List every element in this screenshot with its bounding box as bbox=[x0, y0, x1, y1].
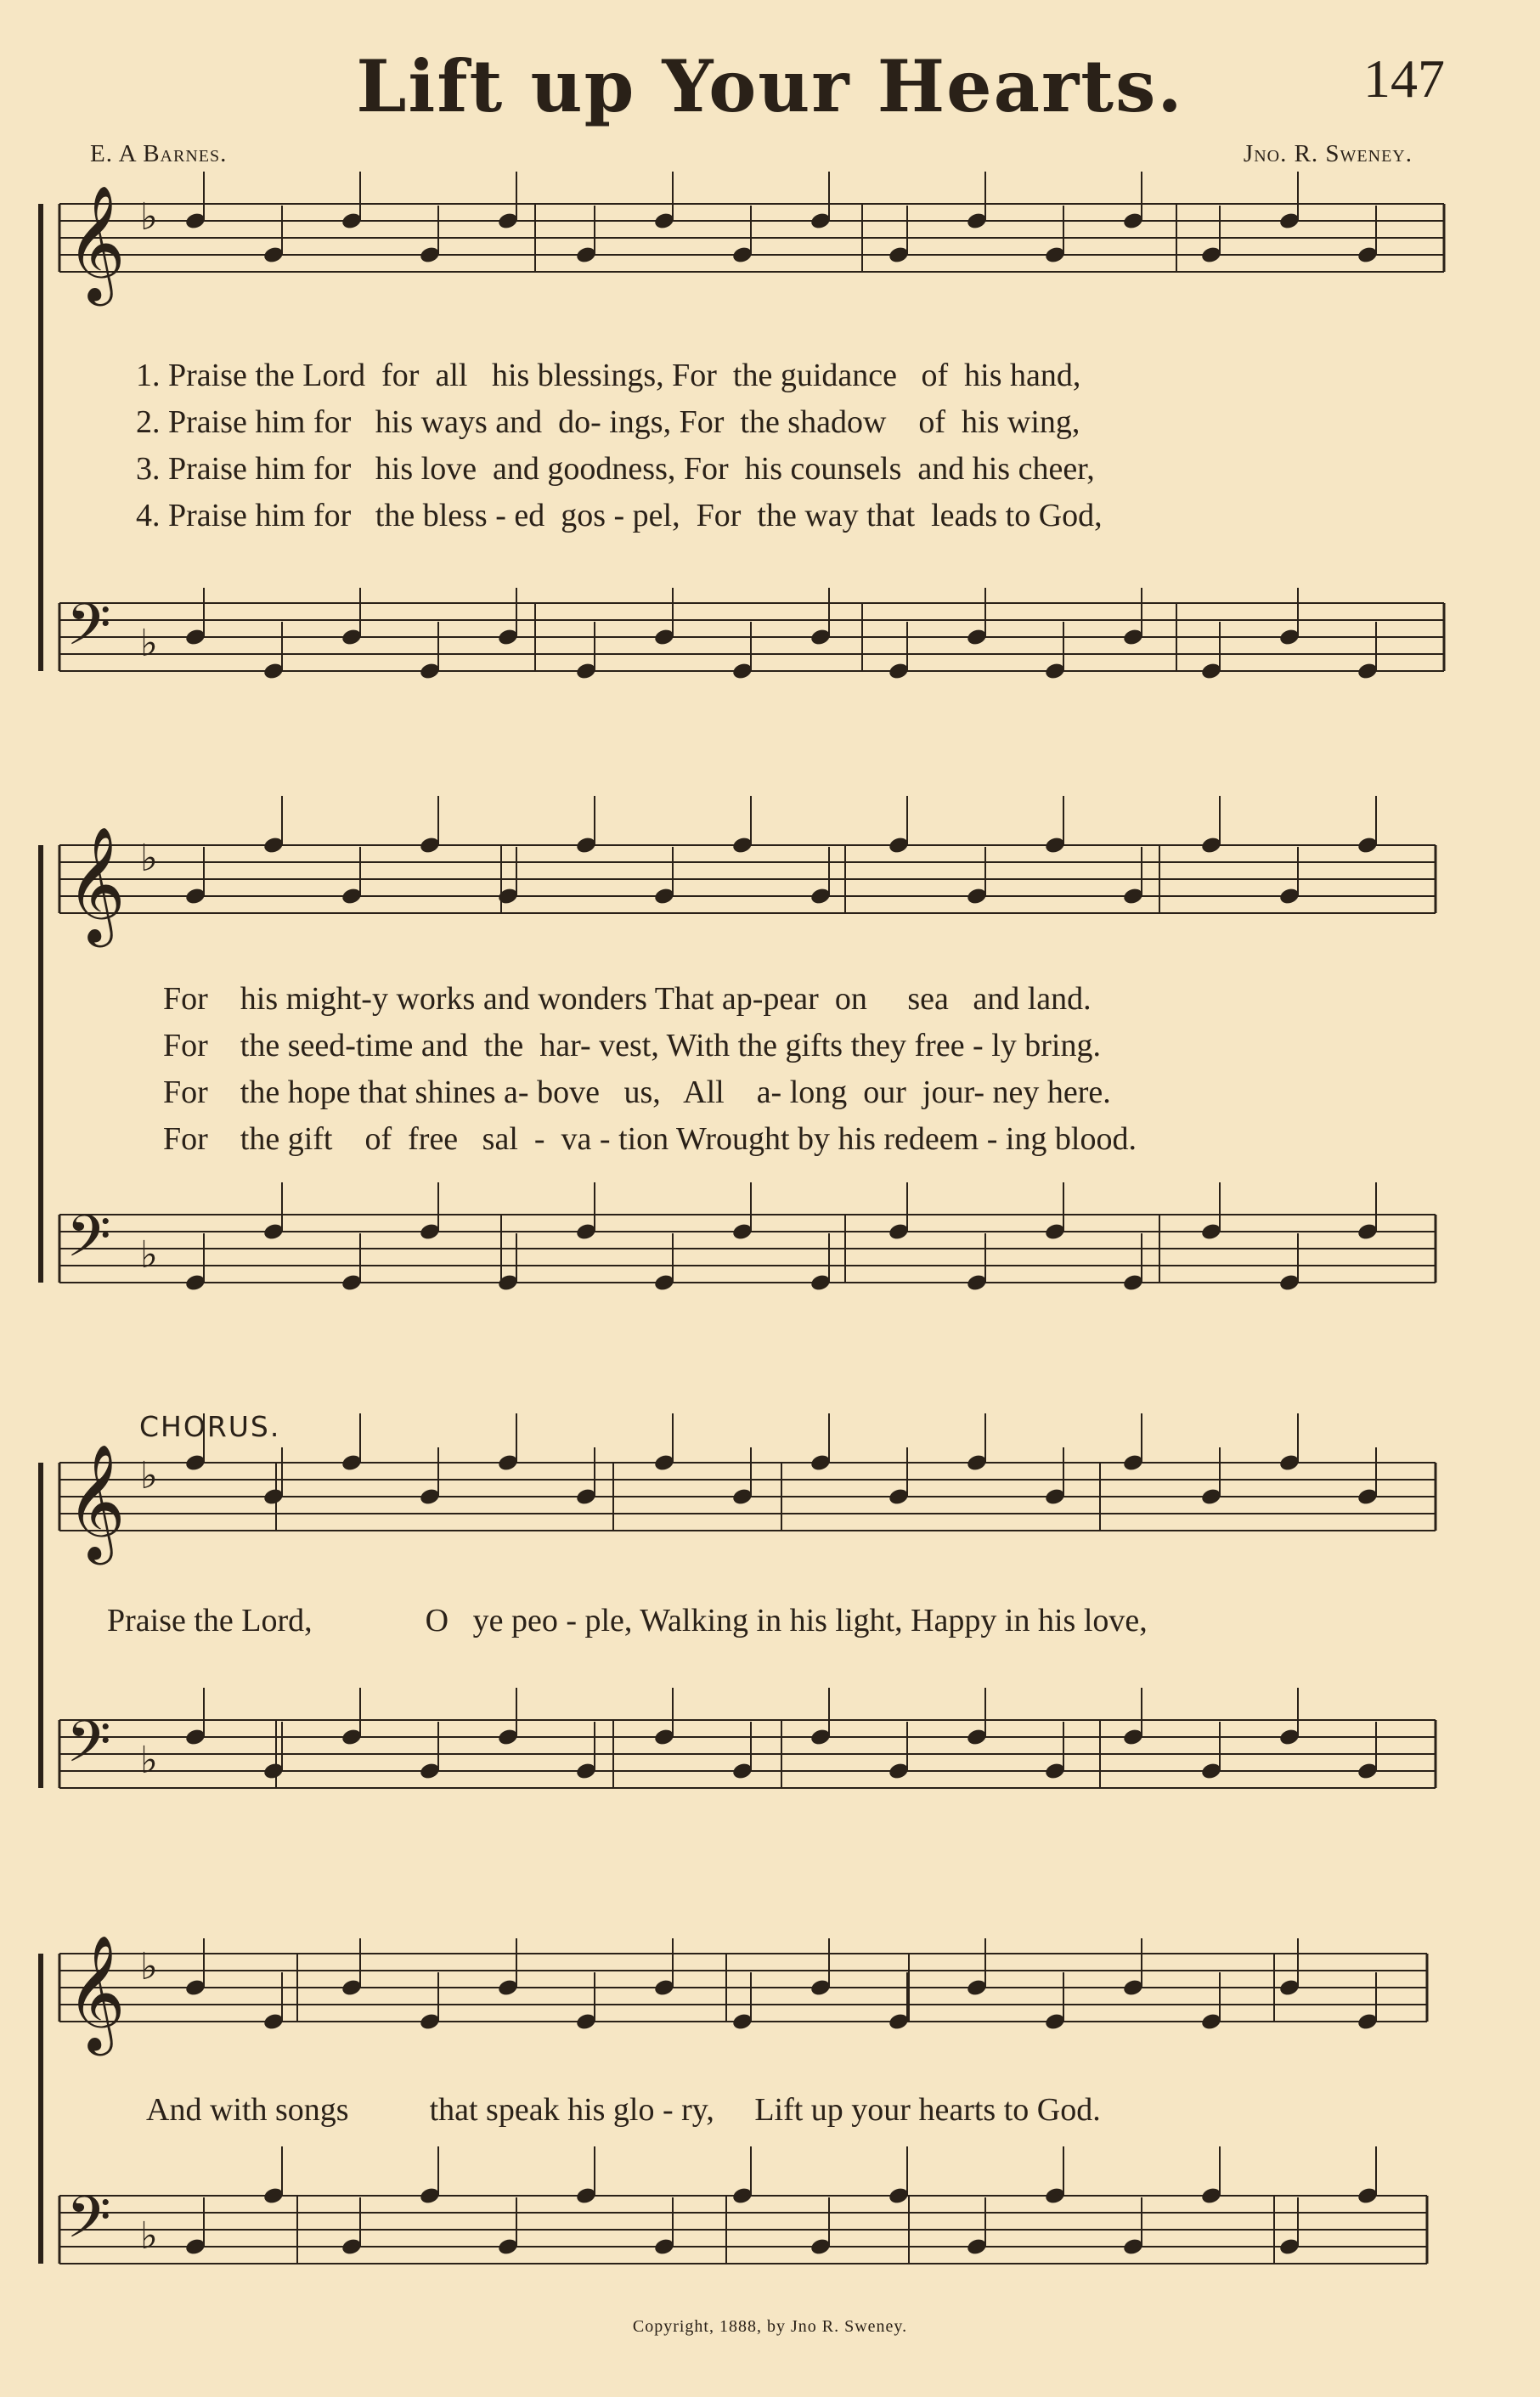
verse-4-line-b: For the gift of free sal - va - tion Wrought by his redeem - ing blood. bbox=[163, 1121, 1137, 1157]
flat-key-signature-icon: ♭ bbox=[140, 622, 158, 665]
hymn-title: Lift up Your Hearts. bbox=[356, 44, 1184, 128]
chorus-line-1: Praise the Lord, O ye peo - ple, Walking in his light, Happy in his love, bbox=[107, 1603, 1148, 1638]
chorus-line-2: And with songs that speak his glo - ry, Lift up your hearts to God. bbox=[146, 2092, 1101, 2128]
bass-clef-icon: 𝄢 bbox=[66, 1204, 111, 1284]
composer-credit: Jno. R. Sweney. bbox=[1243, 140, 1413, 167]
flat-key-signature-icon: ♭ bbox=[140, 1454, 158, 1497]
flat-key-signature-icon: ♭ bbox=[140, 1945, 158, 1988]
flat-key-signature-icon: ♭ bbox=[140, 1233, 158, 1277]
bass-clef-icon: 𝄢 bbox=[66, 1709, 111, 1790]
verse-3-line-b: For the hope that shines a- bove us, All a- long our jour- ney here. bbox=[163, 1074, 1111, 1110]
verse-2-line-a: 2. Praise him for his ways and do- ings, For the shadow of his wing, bbox=[136, 404, 1080, 440]
verse-3-line-a: 3. Praise him for his love and goodness, For his counsels and his cheer, bbox=[136, 451, 1095, 487]
flat-key-signature-icon: ♭ bbox=[140, 837, 158, 880]
verse-4-line-a: 4. Praise him for the bless - ed gos - pel, For the way that leads to God, bbox=[136, 498, 1103, 533]
flat-key-signature-icon: ♭ bbox=[140, 195, 158, 239]
bass-clef-icon: 𝄢 bbox=[66, 592, 111, 673]
copyright-notice: Copyright, 1888, by Jno R. Sweney. bbox=[632, 2317, 908, 2336]
chorus-label: CHORUS. bbox=[139, 1410, 281, 1443]
verse-1-line-b: For his might-y works and wonders That ap-pear on sea and land. bbox=[163, 981, 1092, 1017]
flat-key-signature-icon: ♭ bbox=[140, 1739, 158, 1782]
treble-clef-icon: 𝄞 bbox=[66, 1933, 126, 2050]
verse-2-line-b: For the seed-time and the har- vest, With the gifts they free - ly bring. bbox=[163, 1028, 1101, 1063]
treble-clef-icon: 𝄞 bbox=[66, 1442, 126, 1559]
bass-clef-icon: 𝄢 bbox=[66, 2185, 111, 2265]
flat-key-signature-icon: ♭ bbox=[140, 2214, 158, 2258]
page-number: 147 bbox=[1363, 48, 1445, 109]
treble-clef-icon: 𝄞 bbox=[66, 825, 126, 942]
verse-1-line-a: 1. Praise the Lord for all his blessings, For the guidance of his hand, bbox=[136, 358, 1081, 393]
lyricist-credit: E. A Barnes. bbox=[90, 140, 228, 167]
treble-clef-icon: 𝄞 bbox=[66, 183, 126, 301]
